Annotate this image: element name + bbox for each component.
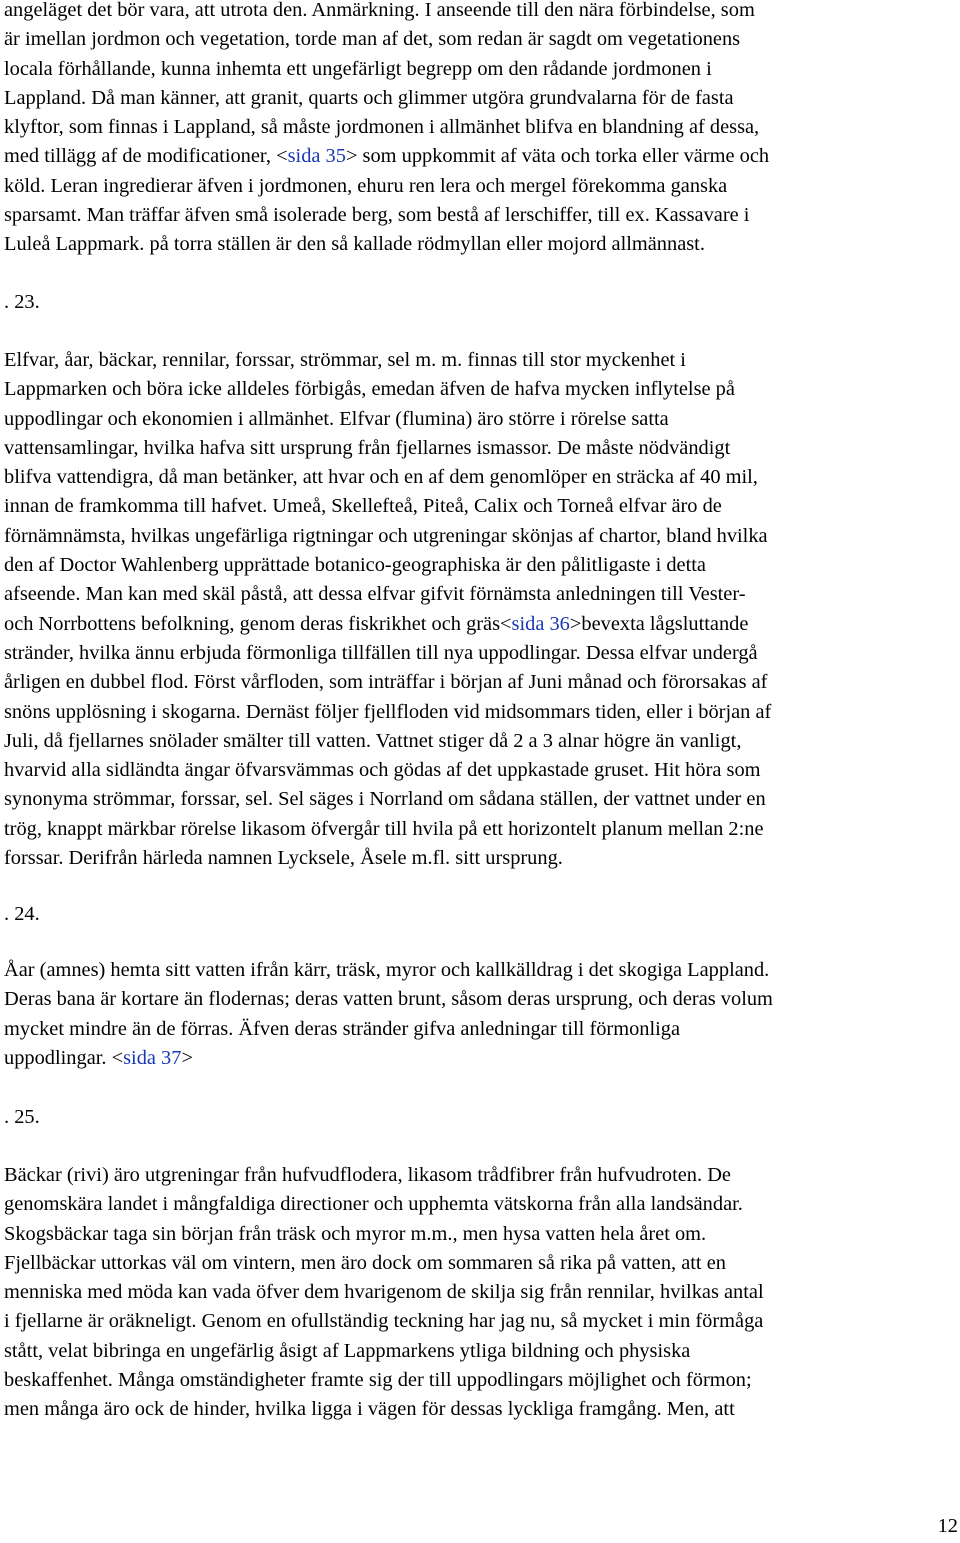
page-number: 12 <box>937 1515 958 1537</box>
section-heading: . 25. <box>4 1106 40 1128</box>
paragraph <box>4 0 769 260</box>
text-line: mycket mindre än de förras. Äfven deras stränder gifva anledningar till förmonliga <box>4 1017 681 1040</box>
text-line: klyftor, som finnas i Lappland, så måste jordmonen i allmänhet blifva en blandning af dessa, <box>4 116 760 139</box>
paragraph <box>4 1161 764 1425</box>
text-line: Skogsbäckar taga sin början från träsk och myror m.m., men hysa vatten hela året om. <box>4 1222 707 1245</box>
text-line: i fjellarne är oräkneligt. Genom en ofullständig teckning har jag nu, så mycket i min förmåga <box>4 1310 764 1333</box>
text-line: trög, knappt märkbar rörelse likasom öfvergår till hvila på ett horizontelt planum mellan 2:ne <box>4 817 764 840</box>
text-line: forssar. Derifrån härleda namnen Lycksele, Åsele m.fl. sitt ursprung. <box>4 847 563 870</box>
text-line: stränder, hvilka ännu erbjuda förmonliga tillfällen till nya uppodlingar. Dessa elfvar undergå <box>4 641 758 664</box>
paragraph <box>4 956 773 1073</box>
text-line: uppodlingar och ekonomien i allmänhet. Elfvar (flumina) äro större i rörelse satta <box>4 407 669 430</box>
text-line: Lappmarken och böra icke alldeles förbigås, emedan äfven de hafva mycken inflytelse på <box>4 378 735 401</box>
text-line: är imellan jordmon och vegetation, torde man af det, som redan är sagdt om vegetationens <box>4 28 741 51</box>
text-line: vattensamlingar, hvilka hafva sitt ursprung från fjellarnes ismassor. De måste nödvändigt <box>4 436 731 459</box>
text-line: beskaffenhet. Många omständigheter framte sig der till uppodlingars möjlighet och förmon; <box>4 1369 752 1392</box>
text-line: Lappland. Då man känner, att granit, quarts och glimmer utgöra grundvalarna för de fasta <box>4 86 734 109</box>
text-line: innan de framkomma till hafvet. Umeå, Skellefteå, Piteå, Calix och Torneå elfvar äro de <box>4 495 722 518</box>
page-link-36[interactable]: sida 36 <box>511 612 570 635</box>
text-line: och Norrbottens befolkning, genom deras fiskrikhet och gräs<sida 36>bevexta lågsluttande <box>4 612 749 635</box>
text-line: Luleå Lappmark. på torra ställen är den så kallade rödmyllan eller mojord allmännast. <box>4 233 705 256</box>
text-line: snöns upplösning i skogarna. Dernäst följer fjellfloden vid midsommars tiden, eller i början af <box>4 700 772 723</box>
section-heading: . 24. <box>4 903 40 925</box>
text-line: uppodlingar. <sida 37> <box>4 1046 193 1069</box>
page-link-35[interactable]: sida 35 <box>287 145 346 168</box>
page-link-37[interactable]: sida 37 <box>123 1046 182 1069</box>
text-line: men många äro ock de hinder, hvilka ligga i vägen för dessas lyckliga framgång. Men, att <box>4 1398 735 1421</box>
text-line: den af Doctor Wahlenberg upprättade botanico-geographiska är den pålitligaste i detta <box>4 554 706 577</box>
text-line: köld. Leran ingredierar äfven i jordmonen, ehuru ren lera och mergel förekomma ganska <box>4 174 728 197</box>
text-line: förnämnämsta, hvilkas ungefärliga rigtningar och utgreningar skönjas af chartor, bland hvilka <box>4 524 768 547</box>
text-line: Deras bana är kortare än flodernas; deras vatten brunt, såsom deras ursprung, och deras volum <box>4 988 773 1011</box>
text-line: Elfvar, åar, bäckar, rennilar, forssar, strömmar, sel m. m. finnas till stor myckenhet i <box>4 349 686 371</box>
section-heading: . 23. <box>4 291 40 313</box>
text-line: hvarvid alla sidländta ängar öfvarsvämmas och gödas af det uppkastade gruset. Hit höra som <box>4 759 761 782</box>
paragraph <box>4 346 771 873</box>
text-line: stått, velat bibringa en ungefärlig åsigt af Lappmarkens ytliga bildning och physiska <box>4 1339 691 1362</box>
text-line: blifva vattendigra, då man betänker, att hvar och en af dem genomlöper en sträcka af 40 mil, <box>4 466 758 489</box>
text-line: Bäckar (rivi) äro utgreningar från hufvudflodera, likasom trådfibrer från hufvudroten. De <box>4 1164 731 1186</box>
text-line: Åar (amnes) hemta sitt vatten ifrån kärr, träsk, myror och kallkälldrag i det skogiga Lappland. <box>4 959 770 981</box>
text-line: Fjellbäckar uttorkas väl om vintern, men äro dock om sommaren så rika på vatten, att en <box>4 1251 726 1274</box>
text-line: genomskära landet i mångfaldiga directioner och upphemta vätskorna från alla landsändar. <box>4 1193 743 1216</box>
text-line: sparsamt. Man träffar äfven små isolerade berg, som bestå af lerschiffer, till ex. Kassavare i <box>4 204 750 227</box>
text-line: med tillägg af de modificationer, <sida 35> som uppkommit af väta och torka eller värme och <box>4 145 770 168</box>
text-line: angeläget det bör vara, att utrota den. Anmärkning. I anseende till den nära förbindelse, som <box>4 0 755 21</box>
text-line: Juli, då fjellarnes snölader smälter till vatten. Vattnet stiger då 2 a 3 alnar högre än vanligt, <box>4 729 742 752</box>
text-line: synonyma strömmar, forssar, sel. Sel säges i Norrland om sådana ställen, der vattnet under en <box>4 788 766 811</box>
text-line: menniska med möda kan vada öfver dem hvarigenom de skilja sig från rennilar, hvilkas antal <box>4 1281 764 1304</box>
text-line: årligen en dubbel flod. Först vårfloden, som inträffar i början af Juni månad och förorsakas af <box>4 671 768 694</box>
text-line: afseende. Man kan med skäl påstå, att dessa elfvar gifvit förnämsta anledningen till Vester- <box>4 583 746 606</box>
text-line: locala förhållande, kunna inhemta ett ungefärligt begrepp om den rådande jordmonen i <box>4 57 712 80</box>
